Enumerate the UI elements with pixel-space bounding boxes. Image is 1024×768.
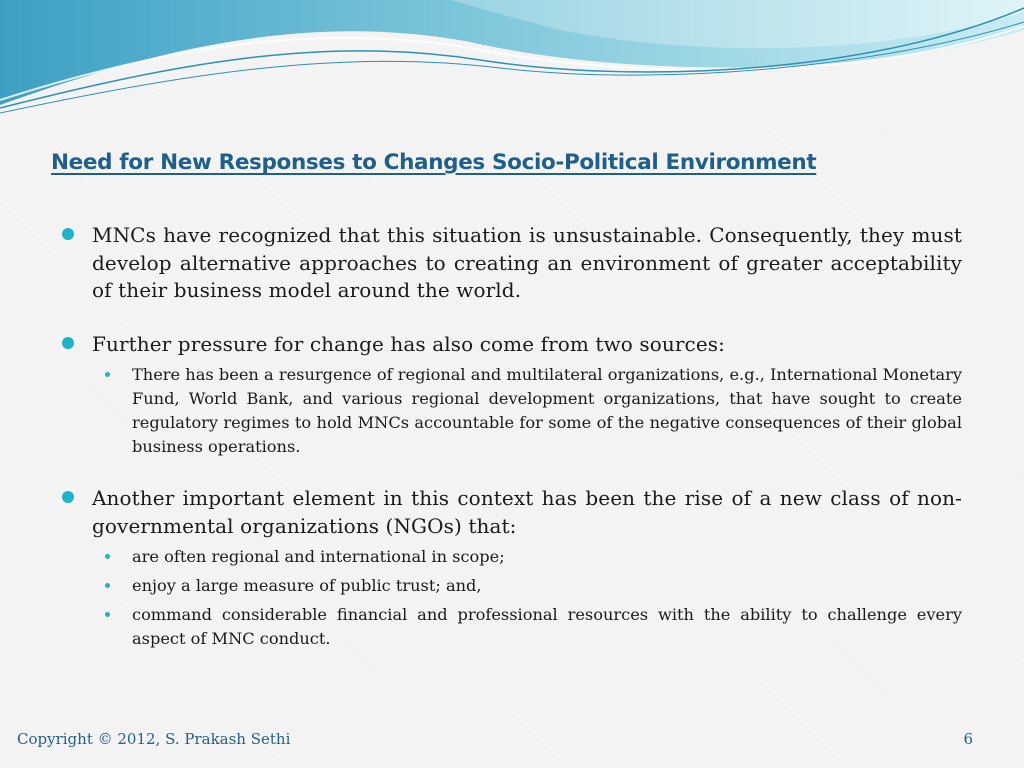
sub-bullet-dot-icon <box>105 372 110 377</box>
slide-title: Need for New Responses to Changes Socio-Political Environment <box>51 150 817 175</box>
sub-bullet-dot-icon <box>105 554 110 559</box>
sub-bullet-list <box>92 545 962 651</box>
sub-bullet-item <box>132 545 962 569</box>
sub-bullet-dot-icon <box>105 583 110 588</box>
sub-bullet-text: enjoy a large measure of public trust; and, <box>132 576 482 595</box>
bullet-dot-icon <box>62 491 74 503</box>
bullet-text: Another important element in this context has been the rise of a new class of non-governmental organizations (NGOs) that: <box>92 486 962 538</box>
sub-bullet-list <box>92 363 962 459</box>
page-number: 6 <box>963 730 973 748</box>
sub-bullet-text: are often regional and international in scope; <box>132 547 505 566</box>
sub-bullet-item <box>132 363 962 459</box>
bullet-list <box>62 222 962 677</box>
sub-bullet-text: There has been a resurgence of regional and multilateral organizations, e.g., International Monetary Fund, World Bank, and various regional development organizations, that have sought to create regulatory regimes to hold MNCs accountable for some of the negative consequences of their global business operations. <box>132 365 962 456</box>
bullet-dot-icon <box>62 228 74 240</box>
copyright-footer: Copyright © 2012, S. Prakash Sethi <box>17 730 291 748</box>
sub-bullet-item <box>132 574 962 598</box>
bullet-item <box>62 222 962 305</box>
bullet-item <box>62 331 962 460</box>
sub-bullet-text: command considerable financial and professional resources with the ability to challenge every aspect of MNC conduct. <box>132 605 962 648</box>
bullet-text: MNCs have recognized that this situation is unsustainable. Consequently, they must develop alternative approaches to creating an environment of greater acceptability of their business model around the world. <box>92 223 962 302</box>
sub-bullet-dot-icon <box>105 612 110 617</box>
bullet-item <box>62 485 962 651</box>
header-wave-decoration <box>0 0 1024 120</box>
bullet-dot-icon <box>62 337 74 349</box>
bullet-text: Further pressure for change has also come from two sources: <box>92 331 725 356</box>
sub-bullet-item <box>132 603 962 651</box>
